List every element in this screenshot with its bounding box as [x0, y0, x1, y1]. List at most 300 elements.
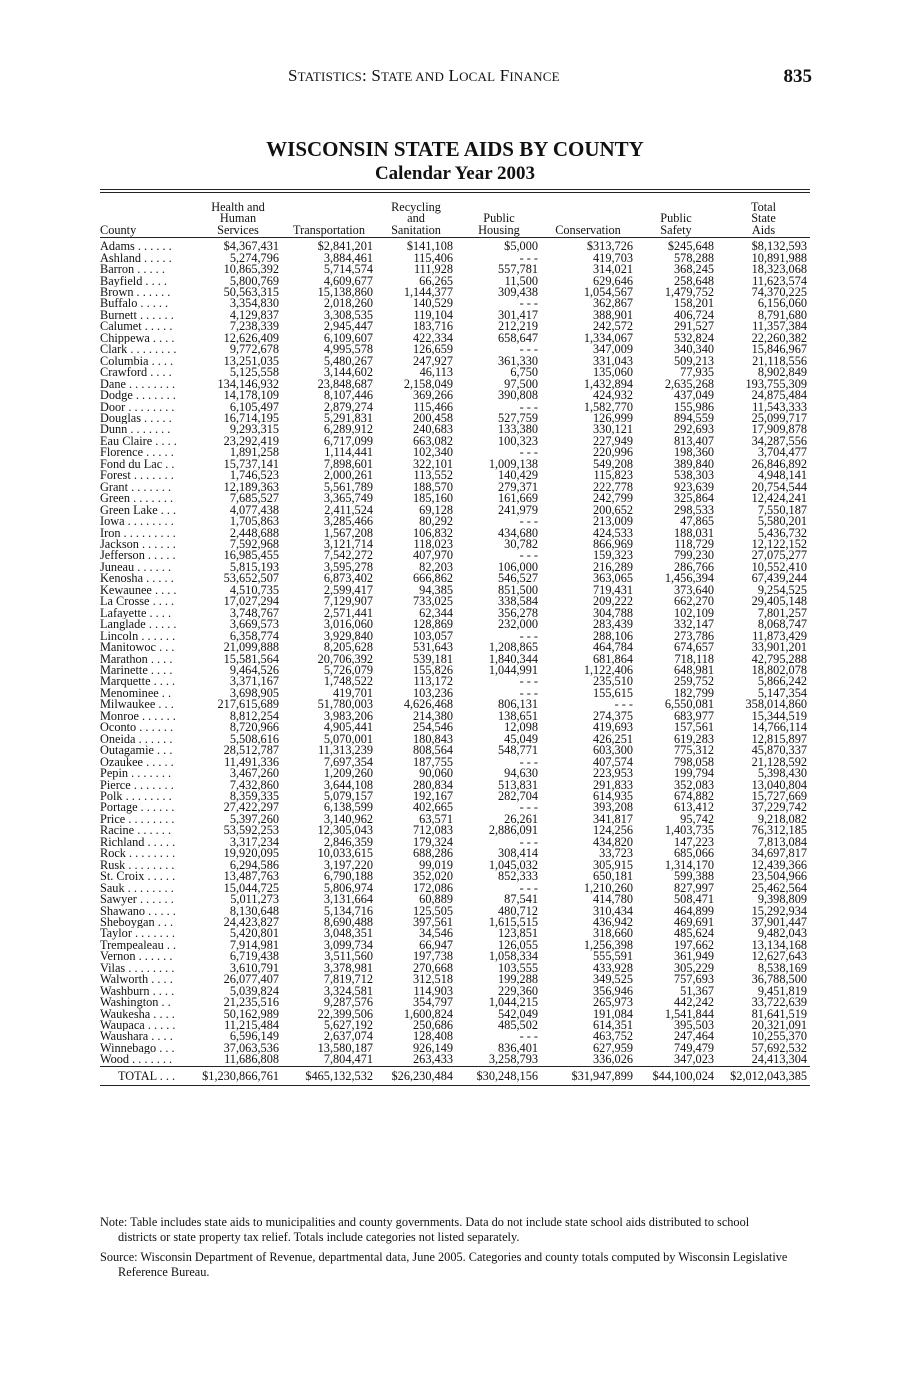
value-cell: 10,552,410 [751, 561, 807, 574]
value-cell: 851,500 [498, 584, 538, 597]
value-cell: $4,367,431 [223, 239, 279, 253]
value-cell: 648,981 [674, 664, 714, 677]
state-aids-table [100, 193, 810, 1086]
value-cell: 8,902,849 [757, 367, 807, 379]
value-cell: 12,439,366 [751, 859, 807, 872]
value-cell: $30,248,156 [457, 1066, 541, 1085]
value-cell: 232,000 [498, 619, 538, 631]
value-cell: 688,286 [413, 848, 453, 860]
value-cell: 5,508,616 [229, 733, 279, 746]
value-cell: 390,808 [498, 390, 538, 402]
county-cell: Portage . . . . . . [100, 802, 175, 814]
value-cell: 3,371,167 [229, 676, 279, 688]
value-cell: 274,375 [593, 710, 633, 723]
table-row [100, 505, 810, 516]
table-row [100, 802, 810, 813]
table-row [100, 699, 810, 710]
value-cell: 7,801,257 [757, 607, 807, 620]
value-cell: - - - [519, 1031, 538, 1043]
value-cell: 338,584 [498, 596, 538, 608]
value-cell: 155,615 [593, 687, 633, 700]
value-cell: 3,698,905 [229, 687, 279, 700]
value-cell: 6,105,497 [229, 401, 279, 414]
value-cell: 1,600,824 [403, 1008, 453, 1021]
value-cell: 198,360 [674, 447, 714, 459]
county-cell: Iowa . . . . . . . . [100, 516, 174, 528]
value-cell: 45,049 [504, 733, 538, 746]
table-row [100, 276, 810, 287]
county-cell: Iron . . . . . . . . . [100, 527, 176, 539]
value-cell: 8,107,446 [323, 390, 373, 402]
value-cell: 103,555 [498, 962, 538, 975]
value-cell: 3,016,060 [323, 619, 373, 631]
value-cell: 3,099,734 [323, 939, 373, 952]
value-cell: 212,219 [498, 321, 538, 333]
value-cell: 369,266 [413, 390, 453, 402]
value-cell: 7,238,339 [229, 321, 279, 333]
value-cell: 87,541 [504, 894, 538, 906]
value-cell: 813,407 [674, 435, 714, 448]
value-cell: 314,021 [593, 264, 633, 276]
value-cell: 161,669 [498, 493, 538, 505]
value-cell: 125,505 [413, 905, 453, 917]
county-cell: Menominee . . [100, 687, 172, 700]
value-cell: 433,928 [593, 962, 633, 975]
value-cell: 1,144,377 [403, 287, 453, 299]
value-cell: 7,813,084 [757, 836, 807, 849]
value-cell: 7,592,968 [229, 539, 279, 551]
value-cell: 2,945,447 [323, 321, 373, 333]
value-cell: 6,109,607 [323, 332, 373, 345]
value-cell: 21,118,556 [752, 355, 807, 368]
value-cell: 539,181 [413, 653, 453, 665]
value-cell: 1,456,394 [664, 573, 714, 585]
value-cell: 11,491,336 [224, 756, 279, 769]
table-row [100, 837, 810, 848]
table-row [100, 642, 810, 653]
value-cell: 24,413,304 [751, 1054, 807, 1067]
value-cell: 53,652,507 [223, 573, 279, 585]
value-cell: 126,055 [498, 939, 538, 952]
value-cell: 1,541,844 [664, 1008, 714, 1021]
value-cell: 242,572 [593, 321, 633, 333]
value-cell: $44,100,024 [635, 1066, 717, 1085]
value-cell: 187,755 [413, 756, 453, 769]
county-cell: Rusk . . . . . . . . [100, 859, 175, 872]
value-cell: 197,738 [413, 951, 453, 963]
county-cell: Juneau . . . . . . [100, 561, 172, 574]
value-cell: 273,786 [674, 630, 714, 643]
county-cell: Manitowoc . . . [100, 642, 175, 654]
value-cell: 527,759 [498, 413, 538, 425]
county-cell: Door . . . . . . . . [100, 401, 175, 414]
value-cell: 3,317,234 [229, 836, 279, 849]
value-cell: 347,009 [593, 344, 633, 356]
county-cell: Sawyer . . . . . . [100, 894, 174, 906]
county-cell: Marquette . . . . [100, 676, 176, 688]
value-cell: 12,815,897 [751, 733, 807, 746]
value-cell: 15,727,669 [751, 790, 807, 803]
value-cell: 15,344,519 [751, 710, 807, 723]
table-row [100, 745, 810, 756]
value-cell: 3,285,466 [323, 516, 373, 528]
value-cell: 235,510 [593, 676, 633, 688]
value-cell: 5,866,242 [757, 676, 807, 688]
value-cell: 325,864 [674, 493, 714, 505]
value-cell: 10,033,615 [317, 848, 373, 860]
value-cell: 30,782 [504, 539, 538, 551]
value-cell: 5,079,157 [323, 790, 373, 803]
value-cell: 11,500 [504, 275, 538, 288]
value-cell: 26,846,892 [751, 458, 807, 471]
value-cell: 436,942 [593, 916, 633, 929]
value-cell: 5,125,558 [229, 367, 279, 379]
value-cell: 10,891,988 [751, 252, 807, 265]
value-cell: 309,438 [498, 287, 538, 299]
value-cell: 3,354,830 [229, 298, 279, 310]
county-cell: Ozaukee . . . . . [100, 756, 174, 769]
value-cell: 7,804,471 [323, 1054, 373, 1067]
county-cell: Racine . . . . . . [100, 825, 172, 837]
value-cell: 8,205,628 [323, 642, 373, 654]
value-cell: 5,714,574 [323, 264, 373, 276]
county-cell: Lafayette . . . . [100, 607, 172, 620]
table-row [100, 344, 810, 355]
value-cell: 419,693 [593, 722, 633, 734]
county-cell: Forest . . . . . . . [100, 470, 174, 482]
value-cell: 214,380 [413, 710, 453, 723]
value-cell: 7,697,354 [323, 756, 373, 769]
value-cell: 1,122,406 [583, 664, 633, 677]
value-cell: 2,158,049 [403, 378, 453, 391]
value-cell: 37,229,742 [751, 802, 807, 814]
county-cell: Marinette . . . . [100, 664, 173, 677]
value-cell: 8,359,335 [229, 790, 279, 803]
table-row [100, 528, 810, 539]
value-cell: 286,766 [674, 561, 714, 574]
value-cell: 542,049 [498, 1008, 538, 1021]
value-cell: 332,147 [674, 619, 714, 631]
value-cell: 106,832 [413, 527, 453, 539]
value-cell: 354,797 [413, 997, 453, 1009]
county-cell: Oneida . . . . . . [100, 733, 173, 746]
value-cell: 363,065 [593, 573, 633, 585]
value-cell: 199,288 [498, 974, 538, 986]
value-cell: 77,935 [680, 367, 714, 379]
value-cell: 292,693 [674, 424, 714, 436]
value-cell: 298,533 [674, 504, 714, 517]
value-cell: 192,167 [413, 790, 453, 803]
value-cell: 60,889 [419, 894, 453, 906]
value-cell: 126,999 [593, 413, 633, 425]
value-cell: 118,729 [674, 539, 714, 551]
col-header: Public Housing [457, 193, 541, 238]
value-cell: 157,561 [674, 722, 714, 734]
value-cell: 128,869 [413, 619, 453, 631]
value-cell: 712,083 [413, 825, 453, 837]
value-cell: 4,609,677 [323, 275, 373, 288]
value-cell: 361,330 [498, 355, 538, 368]
value-cell: 397,561 [413, 916, 453, 929]
value-cell: 12,627,643 [751, 951, 807, 963]
value-cell: 26,261 [504, 813, 538, 826]
county-cell: Columbia . . . . [100, 355, 174, 368]
value-cell: 47,865 [680, 516, 714, 528]
county-cell: Waupaca . . . . . [100, 1020, 176, 1032]
value-cell: 3,324,581 [323, 985, 373, 998]
value-cell: - - - [519, 676, 538, 688]
value-cell: 21,099,888 [223, 642, 279, 654]
table-row [100, 940, 810, 951]
data-table-wrap [100, 189, 810, 1086]
col-header: Conservation [541, 193, 635, 238]
value-cell: 603,300 [593, 745, 633, 757]
table-row [100, 493, 810, 504]
value-cell: 1,044,215 [488, 997, 538, 1009]
table-row [100, 402, 810, 413]
value-cell: 46,113 [419, 367, 453, 379]
value-cell: 33,722,639 [751, 997, 807, 1009]
value-cell: 340,340 [674, 344, 714, 356]
value-cell: $8,132,593 [751, 239, 807, 253]
value-cell: 134,146,932 [217, 378, 279, 391]
value-cell: 6,294,586 [229, 859, 279, 872]
value-cell: 3,884,461 [323, 252, 373, 265]
table-row [100, 1054, 810, 1066]
value-cell: 76,312,185 [751, 825, 807, 837]
county-cell: Marathon . . . . [100, 653, 173, 665]
table-row [100, 906, 810, 917]
value-cell: - - - [519, 298, 538, 310]
value-cell: 13,134,168 [751, 939, 807, 952]
value-cell: 368,245 [674, 264, 714, 276]
county-cell: Monroe . . . . . . [100, 710, 176, 723]
value-cell: 4,077,438 [229, 504, 279, 517]
value-cell: 51,367 [680, 985, 714, 998]
table-row [100, 1031, 810, 1042]
county-cell: Winnebago . . . [100, 1042, 175, 1055]
value-cell: 757,693 [674, 974, 714, 986]
value-cell: $1,230,866,761 [193, 1066, 283, 1085]
value-cell: $141,108 [406, 239, 453, 253]
value-cell: $5,000 [504, 239, 538, 253]
value-cell: 578,288 [674, 252, 714, 265]
value-cell: 191,084 [593, 1008, 633, 1021]
value-cell: 424,533 [593, 527, 633, 539]
value-cell: 341,817 [593, 813, 633, 826]
value-cell: 1,746,523 [229, 470, 279, 482]
value-cell: 464,784 [593, 642, 633, 654]
value-cell: 1,054,567 [583, 287, 633, 299]
value-cell: 10,865,392 [223, 264, 279, 276]
value-cell: 356,946 [593, 985, 633, 998]
value-cell: 2,846,359 [323, 836, 373, 849]
value-cell: 12,189,363 [223, 481, 279, 494]
county-cell: Dane . . . . . . . . [100, 378, 176, 391]
table-row [100, 997, 810, 1008]
table-row [100, 459, 810, 470]
value-cell: 259,752 [674, 676, 714, 688]
note-text-continued: districts or state property tax relief. Totals include categories not listed separately. [118, 1229, 520, 1244]
value-cell: 126,659 [413, 344, 453, 356]
value-cell: $2,841,201 [317, 239, 373, 253]
value-cell: 434,680 [498, 527, 538, 539]
value-cell: 3,378,981 [323, 962, 373, 975]
value-cell: 133,380 [498, 424, 538, 436]
value-cell: 798,058 [674, 756, 714, 769]
value-cell: 28,512,787 [223, 745, 279, 757]
value-cell: 650,181 [593, 871, 633, 883]
value-cell: 37,063,536 [223, 1042, 279, 1055]
value-cell: 8,130,648 [229, 905, 279, 917]
value-cell: 66,947 [419, 939, 453, 952]
value-cell: 7,550,187 [757, 504, 807, 517]
value-cell: 3,258,793 [488, 1054, 538, 1067]
value-cell: 220,996 [593, 447, 633, 459]
value-cell: 6,596,149 [229, 1031, 279, 1043]
value-cell: 8,791,680 [757, 309, 807, 322]
value-cell: 25,462,564 [751, 882, 807, 895]
value-cell: 135,060 [593, 367, 633, 379]
value-cell: 614,935 [593, 790, 633, 803]
table-row [100, 1020, 810, 1031]
value-cell: 159,323 [593, 550, 633, 562]
value-cell: 5,436,732 [757, 527, 807, 539]
value-cell: 3,140,962 [323, 813, 373, 826]
value-cell: 352,020 [413, 871, 453, 883]
value-cell: - - - [614, 699, 633, 711]
table-row [100, 424, 810, 435]
value-cell: 2,000,261 [323, 470, 373, 482]
value-cell: 1,582,770 [583, 401, 633, 414]
value-cell: 103,057 [413, 630, 453, 643]
value-cell: 50,563,315 [223, 287, 279, 299]
value-cell: 1,567,208 [323, 527, 373, 539]
county-cell: Shawano . . . . . [100, 905, 176, 917]
value-cell: 9,218,082 [757, 813, 807, 826]
value-cell: 20,754,544 [751, 481, 807, 494]
value-cell: 291,833 [593, 779, 633, 791]
value-cell: 1,058,334 [488, 951, 538, 963]
table-title: WISCONSIN STATE AIDS BY COUNTY [266, 137, 644, 161]
value-cell: 106,000 [498, 561, 538, 574]
value-cell: 102,109 [674, 607, 714, 620]
value-cell: 6,289,912 [323, 424, 373, 436]
value-cell: 6,358,774 [229, 630, 279, 643]
county-cell: Washington . . [100, 997, 171, 1009]
value-cell: 155,986 [674, 401, 714, 414]
county-cell: Chippewa . . . . [100, 332, 175, 345]
value-cell: 9,254,525 [757, 584, 807, 597]
value-cell: 407,970 [413, 550, 453, 562]
note-text: Note: Table includes state aids to municipalities and county governments. Data do not include state school aids distributed to school [100, 1215, 750, 1229]
table-row [100, 883, 810, 894]
value-cell: 827,997 [674, 882, 714, 895]
county-cell: Kenosha . . . . . [100, 573, 174, 585]
value-cell: 15,138,860 [317, 287, 373, 299]
value-cell: 1,479,752 [664, 287, 714, 299]
value-cell: 34,287,556 [751, 435, 807, 448]
value-cell: 599,388 [674, 871, 714, 883]
county-cell: Waushara . . . . [100, 1031, 173, 1043]
county-cell: TOTAL . . . [100, 1066, 193, 1085]
value-cell: 5,420,801 [229, 928, 279, 940]
county-cell: Adams . . . . . . [100, 239, 172, 253]
running-head [100, 66, 812, 88]
value-cell: 57,692,532 [751, 1042, 807, 1055]
value-cell: 3,704,477 [757, 447, 807, 459]
value-cell: 97,500 [504, 378, 538, 391]
county-cell: Washburn . . . . [100, 985, 175, 998]
value-cell: 2,018,260 [323, 298, 373, 310]
value-cell: 147,223 [674, 836, 714, 849]
value-cell: 463,752 [593, 1031, 633, 1043]
value-cell: 347,023 [674, 1054, 714, 1067]
value-cell: 7,898,601 [323, 458, 373, 471]
value-cell: 1,045,032 [488, 859, 538, 872]
col-header: Transportation [283, 193, 375, 238]
value-cell: 5,397,260 [229, 813, 279, 826]
county-cell: Dodge . . . . . . . [100, 390, 176, 402]
value-cell: 16,985,455 [223, 550, 279, 562]
value-cell: 9,398,809 [757, 894, 807, 906]
value-cell: 513,831 [498, 779, 538, 791]
value-cell: 247,464 [674, 1031, 714, 1043]
value-cell: 3,669,573 [229, 619, 279, 631]
county-cell: Ashland . . . . . [100, 252, 172, 265]
value-cell: 63,571 [419, 813, 453, 826]
value-cell: 3,748,767 [229, 607, 279, 620]
value-cell: 9,772,678 [229, 344, 279, 356]
value-cell: 82,203 [419, 561, 453, 574]
value-cell: 222,778 [593, 481, 633, 494]
table-row [100, 298, 810, 309]
value-cell: 114,903 [413, 985, 453, 998]
value-cell: 9,451,819 [757, 985, 807, 998]
title-block [100, 136, 810, 186]
table-row [100, 780, 810, 791]
county-cell: Outagamie . . . [100, 745, 173, 757]
col-header: County [100, 193, 193, 238]
county-cell: Buffalo . . . . . [100, 298, 169, 310]
value-cell: 213,009 [593, 516, 633, 528]
value-cell: 3,467,260 [229, 768, 279, 780]
value-cell: 9,287,576 [323, 997, 373, 1009]
table-row [100, 1009, 810, 1020]
table-row [100, 310, 810, 321]
county-cell: Rock . . . . . . . . [100, 848, 176, 860]
county-cell: Pierce . . . . . . . [100, 779, 174, 791]
table-row [100, 573, 810, 584]
value-cell: 419,701 [333, 687, 373, 700]
value-cell: 140,529 [413, 298, 453, 310]
value-cell: 485,624 [674, 928, 714, 940]
value-cell: - - - [519, 882, 538, 895]
table-row [100, 562, 810, 573]
value-cell: 209,222 [593, 596, 633, 608]
value-cell: 301,417 [498, 309, 538, 322]
value-cell: 5,800,769 [229, 275, 279, 288]
table-row [100, 871, 810, 882]
value-cell: 124,256 [593, 825, 633, 837]
value-cell: 6,138,599 [323, 802, 373, 814]
value-cell: 852,333 [498, 871, 538, 883]
value-cell: 362,867 [593, 298, 633, 310]
county-cell: Wood . . . . . . . [100, 1054, 173, 1067]
value-cell: 627,959 [593, 1042, 633, 1055]
value-cell: 250,686 [413, 1020, 453, 1032]
value-cell: 15,737,141 [223, 458, 279, 471]
